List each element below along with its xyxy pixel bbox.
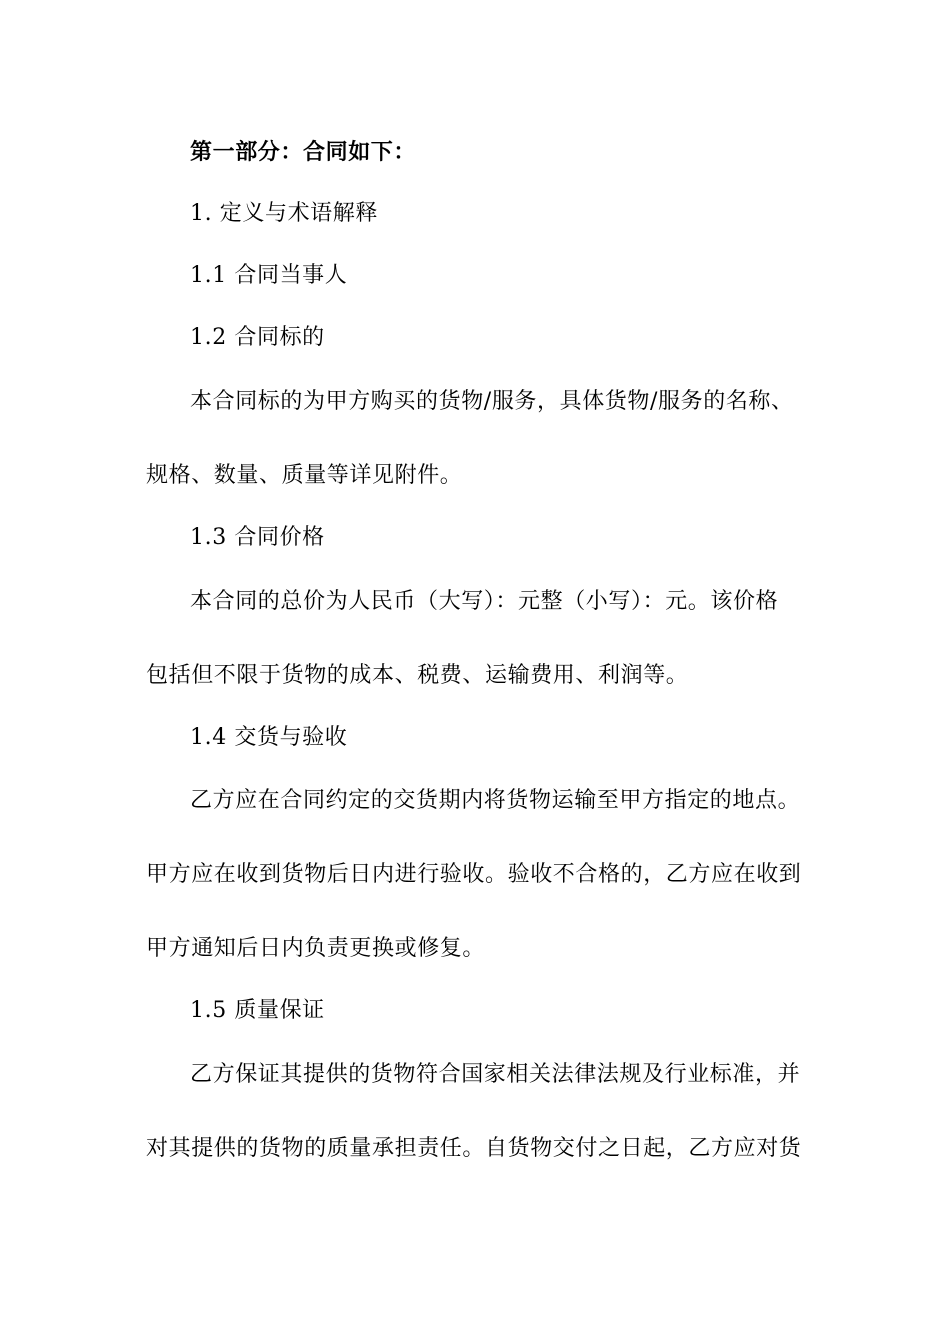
section-heading-1-2: 1.2 合同标的 <box>190 325 325 350</box>
section-heading-1-3: 1.3 合同价格 <box>190 525 325 550</box>
paragraph-1-3-line-1: 本合同的总价为人民币（大写）：元整（小写）：元。该价格 <box>190 589 779 614</box>
section-heading-1: 1. 定义与术语解释 <box>190 201 378 226</box>
paragraph-1-4-line-3: 甲方通知后日内负责更换或修复。 <box>146 936 486 961</box>
section-heading-1-5: 1.5 质量保证 <box>190 998 325 1023</box>
section-heading-1-1: 1.1 合同当事人 <box>190 263 348 288</box>
part-heading: 第一部分：合同如下： <box>190 140 417 165</box>
section-heading-1-4: 1.4 交货与验收 <box>190 725 348 750</box>
paragraph-1-4-line-2: 甲方应在收到货物后日内进行验收。验收不合格的，乙方应在收到 <box>146 862 802 887</box>
paragraph-1-5-line-1: 乙方保证其提供的货物符合国家相关法律法规及行业标准，并 <box>190 1062 801 1087</box>
paragraph-1-2-line-2: 规格、数量、质量等详见附件。 <box>146 463 463 488</box>
paragraph-1-3-line-2: 包括但不限于货物的成本、税费、运输费用、利润等。 <box>146 663 689 688</box>
paragraph-1-5-line-2: 对其提供的货物的质量承担责任。自货物交付之日起，乙方应对货 <box>146 1136 802 1161</box>
paragraph-1-2-line-1: 本合同标的为甲方购买的货物/服务，具体货物/服务的名称、 <box>190 389 794 414</box>
paragraph-1-4-line-1: 乙方应在合同约定的交货期内将货物运输至甲方指定的地点。 <box>190 788 801 813</box>
